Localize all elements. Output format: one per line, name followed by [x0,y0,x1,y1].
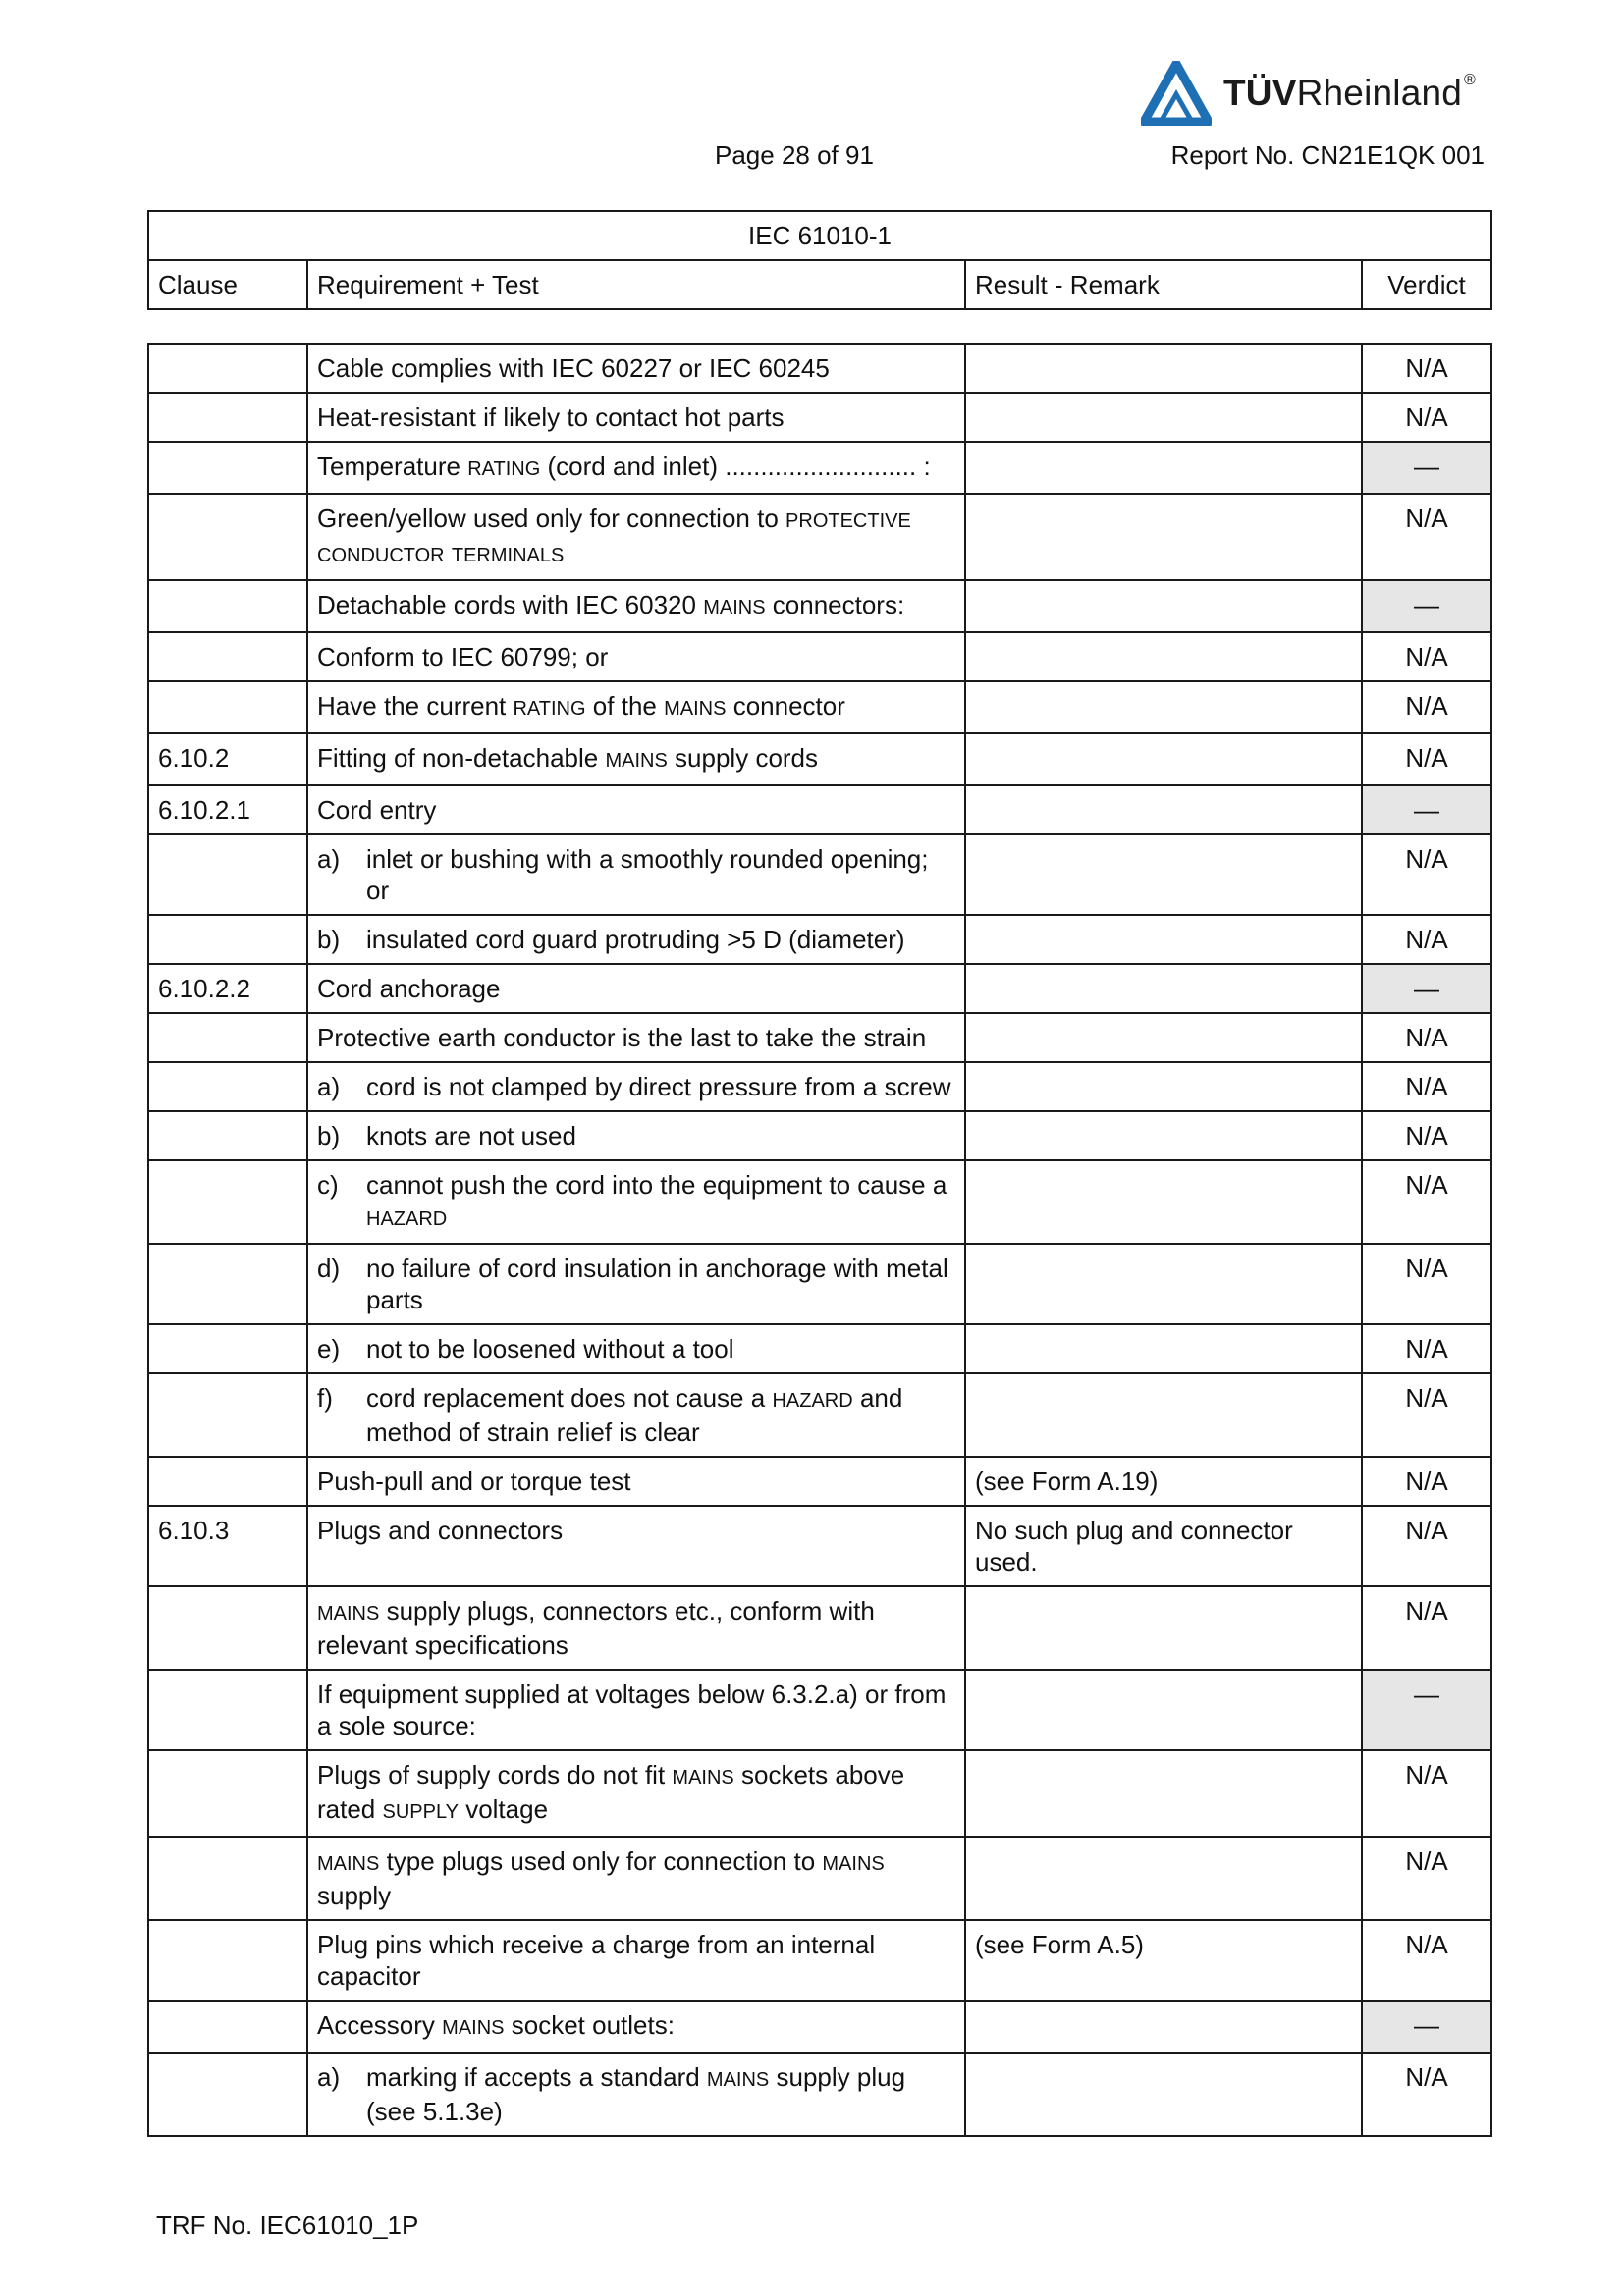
table-row [148,1837,1491,1920]
requirement-cell [307,834,965,915]
requirement-cell [307,494,965,580]
table-row [148,2001,1491,2053]
verdict-cell: N/A [1362,733,1491,785]
clause-cell [148,1586,307,1670]
requirement-cell [307,442,965,494]
clause-cell [148,393,307,442]
verdict-cell: N/A [1362,2053,1491,2136]
item-letter: a) [317,1072,341,1101]
verdict-cell: N/A [1362,1244,1491,1324]
requirement-cell [307,1920,965,2001]
verdict-cell: N/A [1362,681,1491,733]
clause-cell [148,1160,307,1244]
requirement-cell [307,1506,965,1586]
requirement-text: inlet or bushing with a smoothly rounded opening; or [366,844,929,905]
requirement-cell [307,1457,965,1506]
result-remark-cell [965,915,1362,964]
clause-cell: 6.10.2.2 [148,964,307,1013]
clause-cell [148,580,307,632]
clause-cell [148,834,307,915]
requirement-cell [307,733,965,785]
requirement-cell [307,2053,965,2136]
result-remark-cell [965,494,1362,580]
requirement-text: MAINS supply plugs, connectors etc., conform with relevant specifications [317,1596,875,1660]
table-row [148,964,1491,1013]
clause-cell [148,1457,307,1506]
requirement-text: Protective earth conductor is the last to take the strain [317,1023,927,1052]
result-remark-cell [965,1111,1362,1160]
table-row [148,1013,1491,1062]
verdict-cell: N/A [1362,1373,1491,1457]
requirement-cell [307,915,965,964]
logo-wordmark-bold: TÜV [1223,73,1297,113]
verdict-cell: N/A [1362,1837,1491,1920]
table-row [148,393,1491,442]
table-row [148,1062,1491,1111]
verdict-cell: N/A [1362,1586,1491,1670]
column-header-clause: Clause [148,260,307,309]
table-row [148,681,1491,733]
table-row [148,1586,1491,1670]
requirement-cell [307,1670,965,1750]
table-row [148,632,1491,681]
table-row [148,733,1491,785]
result-remark-cell: No such plug and connector used. [965,1506,1362,1586]
verdict-cell: N/A [1362,344,1491,393]
result-remark-cell [965,393,1362,442]
result-remark-cell [965,2001,1362,2053]
clause-cell [148,632,307,681]
requirement-text: MAINS type plugs used only for connection to MAINS supply [317,1846,885,1910]
result-remark-cell [965,580,1362,632]
clause-cell [148,1111,307,1160]
column-header-result: Result - Remark [965,260,1362,309]
result-remark-cell [965,1670,1362,1750]
table-row [148,1111,1491,1160]
report-number: Report No. CN21E1QK 001 [1170,140,1485,170]
clause-cell [148,442,307,494]
verdict-cell: N/A [1362,1111,1491,1160]
clause-cell [148,344,307,393]
verdict-cell: N/A [1362,632,1491,681]
verdict-cell: N/A [1362,915,1491,964]
clause-cell [148,1670,307,1750]
verdict-cell: N/A [1362,393,1491,442]
clause-cell [148,494,307,580]
table-header [147,210,1492,310]
column-header-verdict: Verdict [1362,260,1491,309]
requirement-text: cord replacement does not cause a HAZARD and method of strain relief is clear [366,1383,903,1447]
requirement-text: Cable complies with IEC 60227 or IEC 60245 [317,353,830,383]
requirement-cell [307,2001,965,2053]
requirement-text: Fitting of non-detachable MAINS supply cords [317,743,819,773]
requirement-text: cannot push the cord into the equipment to cause a HAZARD [366,1170,947,1230]
result-remark-cell: (see Form A.5) [965,1920,1362,2001]
result-remark-cell: (see Form A.19) [965,1457,1362,1506]
result-remark-cell [965,785,1362,834]
result-remark-cell [965,1062,1362,1111]
requirement-cell [307,1013,965,1062]
requirement-cell [307,1244,965,1324]
item-letter: e) [317,1334,341,1363]
result-remark-cell [965,964,1362,1013]
table-row [148,1373,1491,1457]
requirement-text: Have the current RATING of the MAINS connector [317,691,845,721]
clause-cell [148,1013,307,1062]
clause-cell [148,1062,307,1111]
requirement-cell [307,681,965,733]
table-row [148,1670,1491,1750]
requirement-text: Temperature RATING (cord and inlet) ........................... : [317,452,931,481]
requirement-cell [307,1160,965,1244]
result-remark-cell [965,2053,1362,2136]
table-row [148,1506,1491,1586]
table-row [148,915,1491,964]
tuv-rheinland-logo [1141,61,1494,128]
item-letter: b) [317,1121,341,1150]
standard-title: IEC 61010-1 [148,211,1491,260]
result-remark-cell [965,681,1362,733]
clause-cell [148,2001,307,2053]
requirement-text: Detachable cords with IEC 60320 MAINS connectors: [317,590,905,619]
requirement-cell [307,785,965,834]
verdict-cell: N/A [1362,1062,1491,1111]
table-row [148,494,1491,580]
clause-cell: 6.10.3 [148,1506,307,1586]
verdict-cell: N/A [1362,1324,1491,1373]
item-letter: f) [317,1383,333,1413]
requirement-text: cord is not clamped by direct pressure from a screw [366,1072,951,1101]
clause-cell [148,1244,307,1324]
item-letter: a) [317,844,341,874]
requirement-text: Cord entry [317,795,437,825]
requirement-cell [307,1586,965,1670]
requirement-text: Plugs and connectors [317,1516,564,1545]
clause-cell [148,915,307,964]
result-remark-cell [965,1586,1362,1670]
requirement-text: Accessory MAINS socket outlets: [317,2010,675,2040]
clause-cell: 6.10.2.1 [148,785,307,834]
verdict-cell: — [1362,2001,1491,2053]
verdict-cell: — [1362,785,1491,834]
result-remark-cell [965,834,1362,915]
requirement-text: insulated cord guard protruding >5 D (diameter) [366,925,905,954]
requirement-text: Heat-resistant if likely to contact hot parts [317,402,785,432]
verdict-cell: N/A [1362,1013,1491,1062]
requirement-text: Push-pull and or torque test [317,1467,631,1496]
requirement-text: knots are not used [366,1121,576,1150]
clause-cell [148,2053,307,2136]
table-row [148,442,1491,494]
requirement-text: Cord anchorage [317,974,501,1003]
requirement-cell [307,580,965,632]
clause-cell [148,1373,307,1457]
requirement-cell [307,1373,965,1457]
item-letter: a) [317,2062,341,2092]
table-row [148,1160,1491,1244]
requirement-text: Green/yellow used only for connection to PROTECTIVE CONDUCTOR TERMINALS [317,504,911,566]
result-remark-cell [965,1750,1362,1837]
result-remark-cell [965,1244,1362,1324]
requirement-cell [307,632,965,681]
verdict-cell: — [1362,1670,1491,1750]
trf-number: TRF No. IEC61010_1P [156,2211,419,2240]
requirement-text: Plug pins which receive a charge from an internal capacitor [317,1930,876,1991]
requirement-text: If equipment supplied at voltages below 6.3.2.a) or from a sole source: [317,1680,947,1740]
result-remark-cell [965,344,1362,393]
table-row [148,1324,1491,1373]
requirement-text: not to be loosened without a tool [366,1334,734,1363]
verdict-cell: — [1362,580,1491,632]
requirement-text: marking if accepts a standard MAINS supply plug (see 5.1.3e) [366,2062,906,2126]
requirement-cell [307,344,965,393]
clause-cell [148,1920,307,2001]
clause-cell: 6.10.2 [148,733,307,785]
verdict-cell: N/A [1362,494,1491,580]
verdict-cell: N/A [1362,1920,1491,2001]
clause-cell [148,1750,307,1837]
requirements-table [147,343,1492,2137]
result-remark-cell [965,1837,1362,1920]
item-letter: b) [317,925,341,954]
clause-cell [148,681,307,733]
requirement-text: no failure of cord insulation in anchorage with metal parts [366,1254,948,1314]
requirement-cell [307,1062,965,1111]
table-row [148,834,1491,915]
verdict-cell: N/A [1362,1506,1491,1586]
table-row [148,1920,1491,2001]
verdict-cell: N/A [1362,1750,1491,1837]
result-remark-cell [965,1013,1362,1062]
column-header-requirement: Requirement + Test [307,260,965,309]
item-letter: c) [317,1170,339,1200]
table-row [148,2053,1491,2136]
requirements-table-body [148,344,1491,2136]
registered-mark: ® [1464,72,1477,88]
table-row [148,580,1491,632]
verdict-cell: N/A [1362,1457,1491,1506]
clause-cell [148,1837,307,1920]
requirement-cell [307,1750,965,1837]
requirement-cell [307,964,965,1013]
page-number: Page 28 of 91 [715,140,874,170]
requirement-cell [307,1324,965,1373]
tuv-triangle-logo-icon [1141,61,1212,126]
item-letter: d) [317,1254,341,1283]
result-remark-cell [965,733,1362,785]
verdict-cell: N/A [1362,1160,1491,1244]
verdict-cell: — [1362,964,1491,1013]
requirement-cell [307,393,965,442]
result-remark-cell [965,1324,1362,1373]
requirement-text: Conform to IEC 60799; or [317,642,609,671]
requirement-cell [307,1111,965,1160]
verdict-cell: N/A [1362,834,1491,915]
result-remark-cell [965,1373,1362,1457]
table-row [148,1750,1491,1837]
logo-wordmark [1223,72,1477,113]
table-row [148,785,1491,834]
verdict-cell: — [1362,442,1491,494]
table-row [148,344,1491,393]
requirement-cell [307,1837,965,1920]
result-remark-cell [965,1160,1362,1244]
result-remark-cell [965,442,1362,494]
table-row [148,1457,1491,1506]
result-remark-cell [965,632,1362,681]
logo-wordmark-rest: Rheinland [1296,73,1463,113]
clause-cell [148,1324,307,1373]
table-row [148,1244,1491,1324]
requirement-text: Plugs of supply cords do not fit MAINS sockets above rated SUPPLY voltage [317,1760,905,1824]
